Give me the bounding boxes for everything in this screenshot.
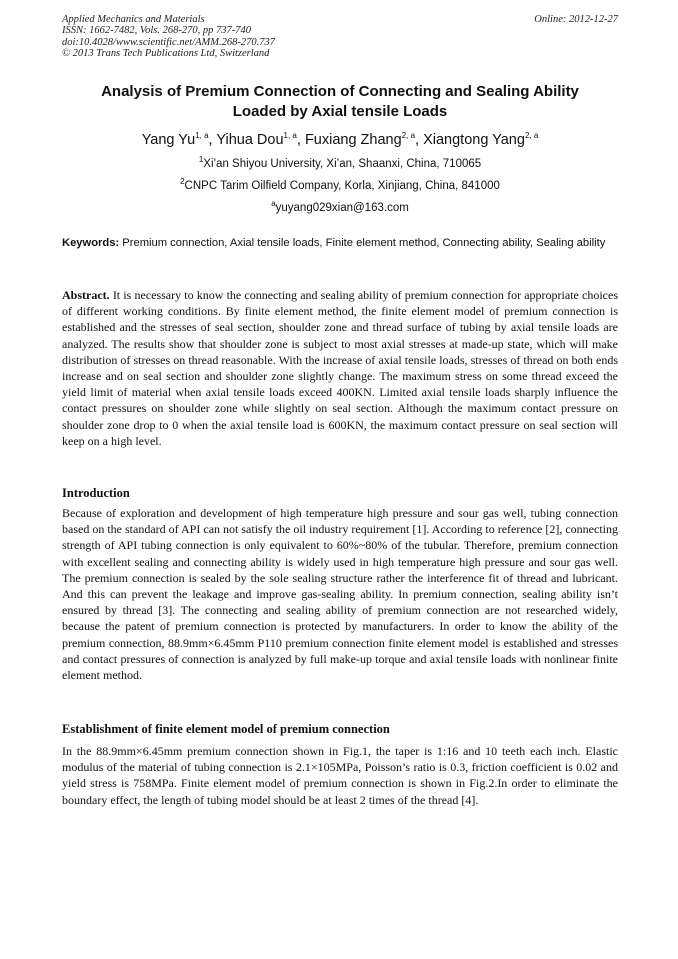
affiliation-sup: 2 [180,177,185,187]
journal-header [62,14,618,60]
abstract-text: It is necessary to know the connecting and sealing ability of premium connection for appropriate choices of different working conditions. By finite element method, the finite element model of premium connection is established and the stresses of seal section, shoulder zone and thread surface of tubing by axial tensile loads are analyzed. The results show that shoulder zone is subject to most axial stresses at made-up state, which will make distribution of stresses on thread reasonable. With the increase of axial tensile loads, stresses of thread on both ends increase and on seal section and shoulder zone slightly change. The maximum stress on some thread exceed the yield limit of material when axial tensile loads exceed 400KN. Limited axial tensile loads sharply influence the contact pressures on shoulder zone while slightly on seal section. Although the maximum contact pressure on shoulder zone drop to 0 when the axial tensile load is 600KN, the maximum contact pressure on seal section will keep on a high level. [62,288,618,448]
affiliation [62,157,618,171]
author-sup: 1, a [283,131,297,141]
affiliation-sup: 1 [198,155,204,165]
journal-name: Applied Mechanics and Materials [62,14,205,25]
affiliation-text: Xi’an Shiyou University, Xi’an, Shaanxi, China, 710065 [203,158,482,170]
section-heading-model: Establishment of finite element model of premium connection [62,722,390,736]
author-name: Fuxiang Zhang [304,132,402,148]
author-name: Yang Yu [141,132,196,148]
keywords-paragraph [62,236,618,251]
model-paragraph: In the 88.9mm×6.45mm premium connection shown in Fig.1, the taper is 1:16 and 10 teeth each inch. Elastic modulus of the material of tubing connection is 2.1×105MPa, Poisson’s ratio is 0.3, friction coefficient is 0.02 and yield stress is 758MPa. Finite element model of premium connection is shown in Fig.2.In order to eliminate the boundary effect, the length of tubing model should be at least 2 times of the thread [4]. [62,744,618,807]
section-heading-introduction: Introduction [62,486,130,500]
author-sup: 2, a [401,131,416,141]
affiliation-sup: a [271,199,276,209]
title-line-1: Analysis of Premium Connection of Connecting and Sealing Ability [101,83,579,100]
author-sup: 1, a [195,131,209,141]
online-date: Online: 2012-12-27 [534,14,618,25]
author-sup: 2, a [524,131,539,141]
paper-title [62,82,618,122]
abstract-paragraph [62,287,618,449]
title-line-2: Loaded by Axial tensile Loads [232,103,448,120]
author-name: Yihua Dou [216,132,284,148]
issn-line: ISSN: 1662-7482, Vols. 268-270, pp 737-740 [62,25,251,37]
author-name: Xiangtong Yang [423,132,525,148]
doi-line: doi:10.4028/www.scientific.net/AMM.268-270.737 [62,36,275,48]
affiliation-text: CNPC Tarim Oilfield Company, Korla, Xinjiang, China, 841000 [184,180,500,192]
email-text: yuyang029xian@163.com [275,202,409,214]
affiliation-email [62,201,618,215]
abstract-label: Abstract. [62,288,110,302]
introduction-paragraph: Because of exploration and development of high temperature high pressure and sour gas well, tubing connection based on the standard of API can not satisfy the oil industry requirement [1]. According to reference [2], connecting strength of API tubing connection is only equivalent to 60%~80% of the tubular. Therefore, premium connection with excellent sealing and connecting ability is widely used in high temperature high pressure and sour gas well. The premium connection is sealed by the sole sealing structure rather the interference fit of thread and lubricant. And this can prevent the leakage and improve gas-sealing ability. In premium connection, sealing ability isn’t ensured by thread [3]. The connecting and sealing ability of premium connection are not researched widely, because the patent of premium connection is protected by manufacturers. In order to know the ability of the premium connection, 88.9mm×6.45mm P110 premium connection finite element model is established and stresses and contact pressures of connection is analyzed by full make-up torque and axial tensile loads with nonlinear finite element method. [62,506,618,683]
keywords-label: Keywords: [62,237,120,249]
copyright-line: © 2013 Trans Tech Publications Ltd, Switzerland [62,48,270,60]
affiliation [62,179,618,193]
keywords-text: Premium connection, Axial tensile loads, Finite element method, Connecting ability, Sealing ability [119,237,606,249]
author-list: Yang Yu$^{1, a}$, Yihua Dou$^{1, a}$, Fuxiang Zhang$^{2, a}$, Xiangtong Yang$^{2, a}$ [141,131,539,148]
